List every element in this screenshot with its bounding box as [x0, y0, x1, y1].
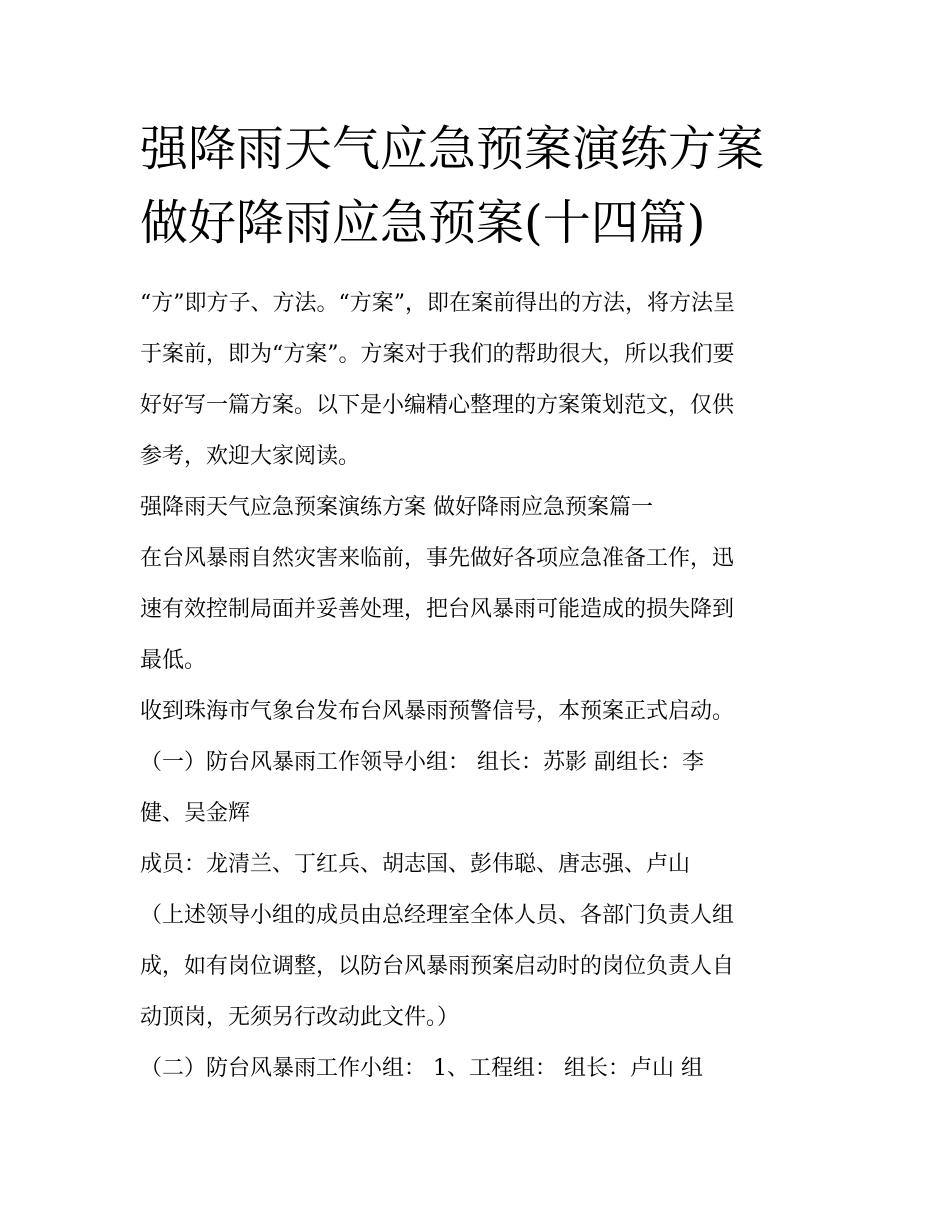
document-body	[140, 278, 830, 1094]
body-line-1: “方”即方子、方法。“方案”，即在案前得出的方法，将方法呈	[140, 291, 735, 316]
body-line-10: （一）防台风暴雨工作领导小组： 组长：苏影 副组长：李	[140, 750, 704, 775]
document-title	[140, 112, 840, 260]
title-line-1: 强降雨天气应急预案演练方案	[140, 121, 765, 177]
section-heading-1: 强降雨天气应急预案演练方案 做好降雨应急预案篇一	[140, 495, 653, 520]
body-line-14: 成，如有岗位调整，以防台风暴雨预案启动时的岗位负责人自	[140, 954, 735, 979]
body-line-2: 于案前，即为“方案”。方案对于我们的帮助很大，所以我们要	[140, 342, 735, 367]
body-line-16: （二）防台风暴雨工作小组： 1、工程组： 组长：卢山 组	[140, 1056, 703, 1081]
body-line-15: 动顶岗，无须另行改动此文件。）	[140, 1005, 460, 1030]
body-line-12: 成员：龙清兰、丁红兵、胡志国、彭伟聪、唐志强、卢山	[140, 852, 691, 877]
body-line-4: 参考，欢迎大家阅读。	[140, 444, 361, 469]
body-line-6: 在台风暴雨自然灾害来临前，事先做好各项应急准备工作，迅	[140, 546, 735, 571]
body-line-13: （上述领导小组的成员由总经理室全体人员、各部门负责人组	[140, 903, 735, 928]
body-line-7: 速有效控制局面并妥善处理，把台风暴雨可能造成的损失降到	[140, 597, 735, 622]
body-line-11: 健、吴金辉	[140, 801, 251, 826]
body-line-8: 最低。	[140, 648, 207, 673]
body-line-9: 收到珠海市气象台发布台风暴雨预警信号，本预案正式启动。	[140, 699, 735, 724]
title-line-2: 做好降雨应急预案(十四篇)	[140, 195, 706, 251]
body-line-3: 好好写一篇方案。以下是小编精心整理的方案策划范文，仅供	[140, 393, 735, 418]
